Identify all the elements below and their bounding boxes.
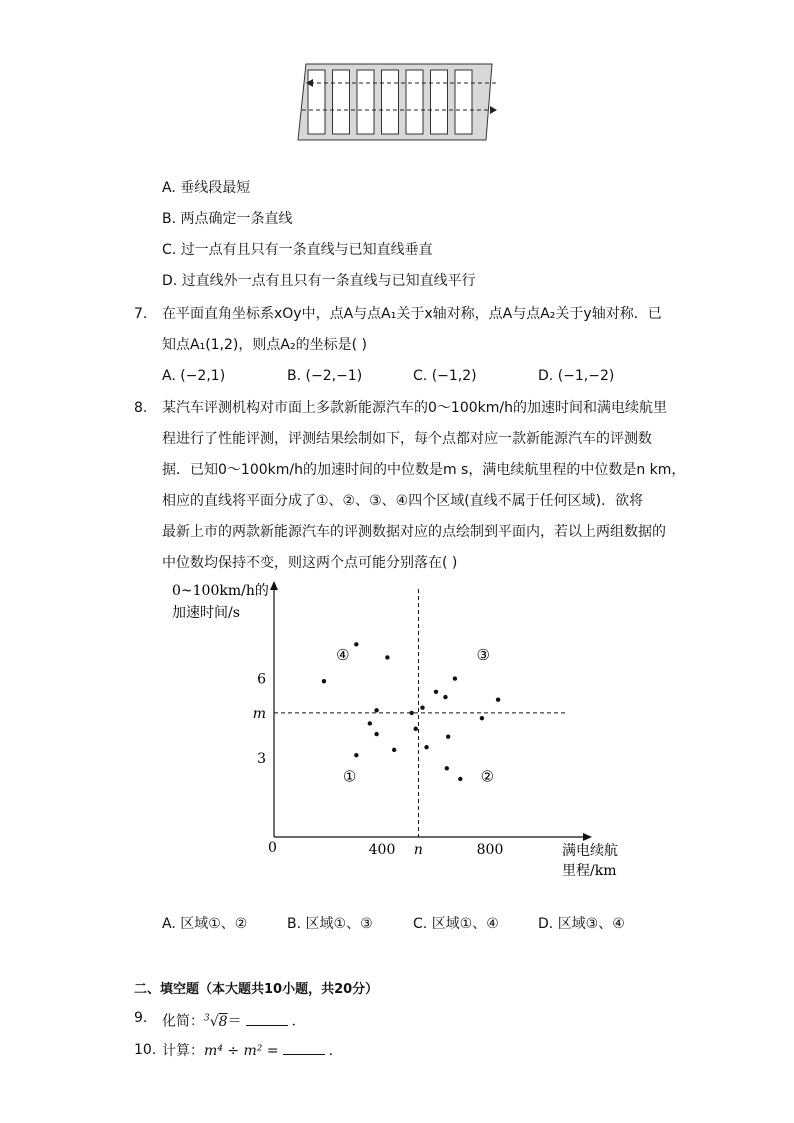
x-tick-label: 400 — [368, 842, 396, 858]
scatter-point — [354, 642, 358, 646]
scatter-point — [374, 708, 378, 712]
scatter-point — [322, 679, 326, 683]
scatter-point — [424, 745, 428, 749]
crosswalk-stripe — [357, 70, 374, 134]
cube-root-expression: $^3$√8 — [204, 1013, 228, 1030]
q10-stem: 计算：m⁴ ÷ m² = . — [162, 1040, 333, 1061]
x-axis-arrow-icon — [583, 833, 592, 841]
crosswalk-stripe — [406, 70, 423, 134]
region-label: ④ — [336, 645, 350, 664]
q8-stem-line5: 最新上市的两款新能源汽车的评测数据对应的点绘制到平面内，若以上两组数据的 — [162, 524, 666, 540]
scatter-point — [385, 655, 389, 659]
y-tick-label: 6 — [257, 671, 266, 688]
y-axis-label-line1: 0~100km/h的 — [172, 583, 269, 599]
q8-stem-line4: 相应的直线将平面分成了①、②、③、④四个区域(直线不属于任何区域)．欲将 — [162, 493, 644, 509]
q8-option-d[interactable]: D. 区域③、④ — [538, 916, 625, 932]
scatter-point — [453, 676, 457, 680]
q9-stem: 化简：$^3$√8＝ ． — [162, 1008, 306, 1032]
q6-option-c[interactable]: C. 过一点有且只有一条直线与已知直线垂直 — [162, 242, 433, 258]
region-label: ② — [480, 767, 495, 786]
scatter-point — [446, 734, 450, 738]
scatter-point — [368, 721, 372, 725]
origin-label: 0 — [268, 840, 277, 856]
q7-option-a[interactable]: A. (−2,1) — [162, 368, 226, 384]
q7-option-c[interactable]: C. (−1,2) — [413, 368, 477, 384]
scatter-point — [392, 748, 396, 752]
crosswalk-stripe — [333, 70, 350, 134]
q7-number: 7. — [134, 306, 148, 322]
q7-stem-line2: 知点A₁(1,2)，则点A₂的坐标是( ) — [162, 337, 367, 353]
x-axis-label-line2: 里程/km — [562, 863, 617, 879]
scatter-point — [443, 695, 447, 699]
q8-stem-line6: 中位数均保持不变，则这两个点可能分别落在( ) — [162, 555, 458, 571]
q10-number: 10. — [134, 1042, 157, 1058]
q6-option-b[interactable]: B. 两点确定一条直线 — [162, 211, 293, 227]
scatter-point — [414, 727, 418, 731]
scatter-point — [434, 690, 438, 694]
q8-stem-line3: 据．已知0～100km/h的加速时间的中位数是m s，满电续航里程的中位数是n km， — [162, 462, 686, 478]
median-m-label: m — [252, 705, 266, 722]
q7-option-b[interactable]: B. (−2,−1) — [287, 368, 363, 384]
scatter-point — [496, 698, 500, 702]
q10-answer-blank[interactable] — [283, 1040, 325, 1055]
scatter-point — [410, 711, 414, 715]
scatter-point — [420, 705, 424, 709]
scatter-point — [445, 766, 449, 770]
scatter-point — [480, 716, 484, 720]
median-n-label: n — [413, 842, 423, 858]
scatter-point — [374, 732, 378, 736]
y-axis-arrow-icon — [270, 581, 278, 590]
x-tick-label: 800 — [476, 842, 504, 858]
crosswalk-stripe — [431, 70, 448, 134]
section-heading-fill-in: 二、填空题（本大题共10小题，共20分） — [134, 982, 379, 997]
q8-number: 8. — [134, 400, 148, 416]
crosswalk-figure — [296, 62, 502, 142]
x-axis-label-line1: 满电续航 — [562, 843, 618, 859]
q9-number: 9. — [134, 1010, 148, 1026]
q8-scatter-chart — [160, 575, 640, 885]
q8-option-a[interactable]: A. 区域①、② — [162, 916, 248, 932]
y-tick-label: 3 — [257, 750, 266, 767]
crosswalk-stripe — [308, 70, 325, 134]
q7-option-d[interactable]: D. (−1,−2) — [538, 368, 615, 384]
q8-stem-line2: 程进行了性能评测，评测结果绘制如下，每个点都对应一款新能源汽车的评测数 — [162, 431, 652, 447]
region-label: ③ — [476, 645, 490, 664]
q8-option-c[interactable]: C. 区域①、④ — [413, 916, 499, 932]
q9-answer-blank[interactable] — [246, 1011, 288, 1026]
arrow-right-icon — [490, 106, 497, 114]
y-axis-label-line2: 加速时间/s — [172, 605, 240, 621]
crosswalk-stripe — [455, 70, 472, 134]
q8-stem-line1: 某汽车评测机构对市面上多款新能源汽车的0～100km/h的加速时间和满电续航里 — [162, 400, 667, 416]
region-label: ① — [342, 767, 357, 786]
q6-option-a[interactable]: A. 垂线段最短 — [162, 180, 251, 196]
q7-stem-line1: 在平面直角坐标系xOy中，点A与点A₁关于x轴对称，点A与点A₂关于y轴对称．已 — [162, 306, 662, 322]
scatter-point — [458, 777, 462, 781]
crosswalk-stripe — [382, 70, 399, 134]
crosswalk-stripes — [308, 70, 472, 134]
q6-option-d[interactable]: D. 过直线外一点有且只有一条直线与已知直线平行 — [162, 273, 476, 289]
q8-option-b[interactable]: B. 区域①、③ — [287, 916, 373, 932]
scatter-point — [354, 753, 358, 757]
